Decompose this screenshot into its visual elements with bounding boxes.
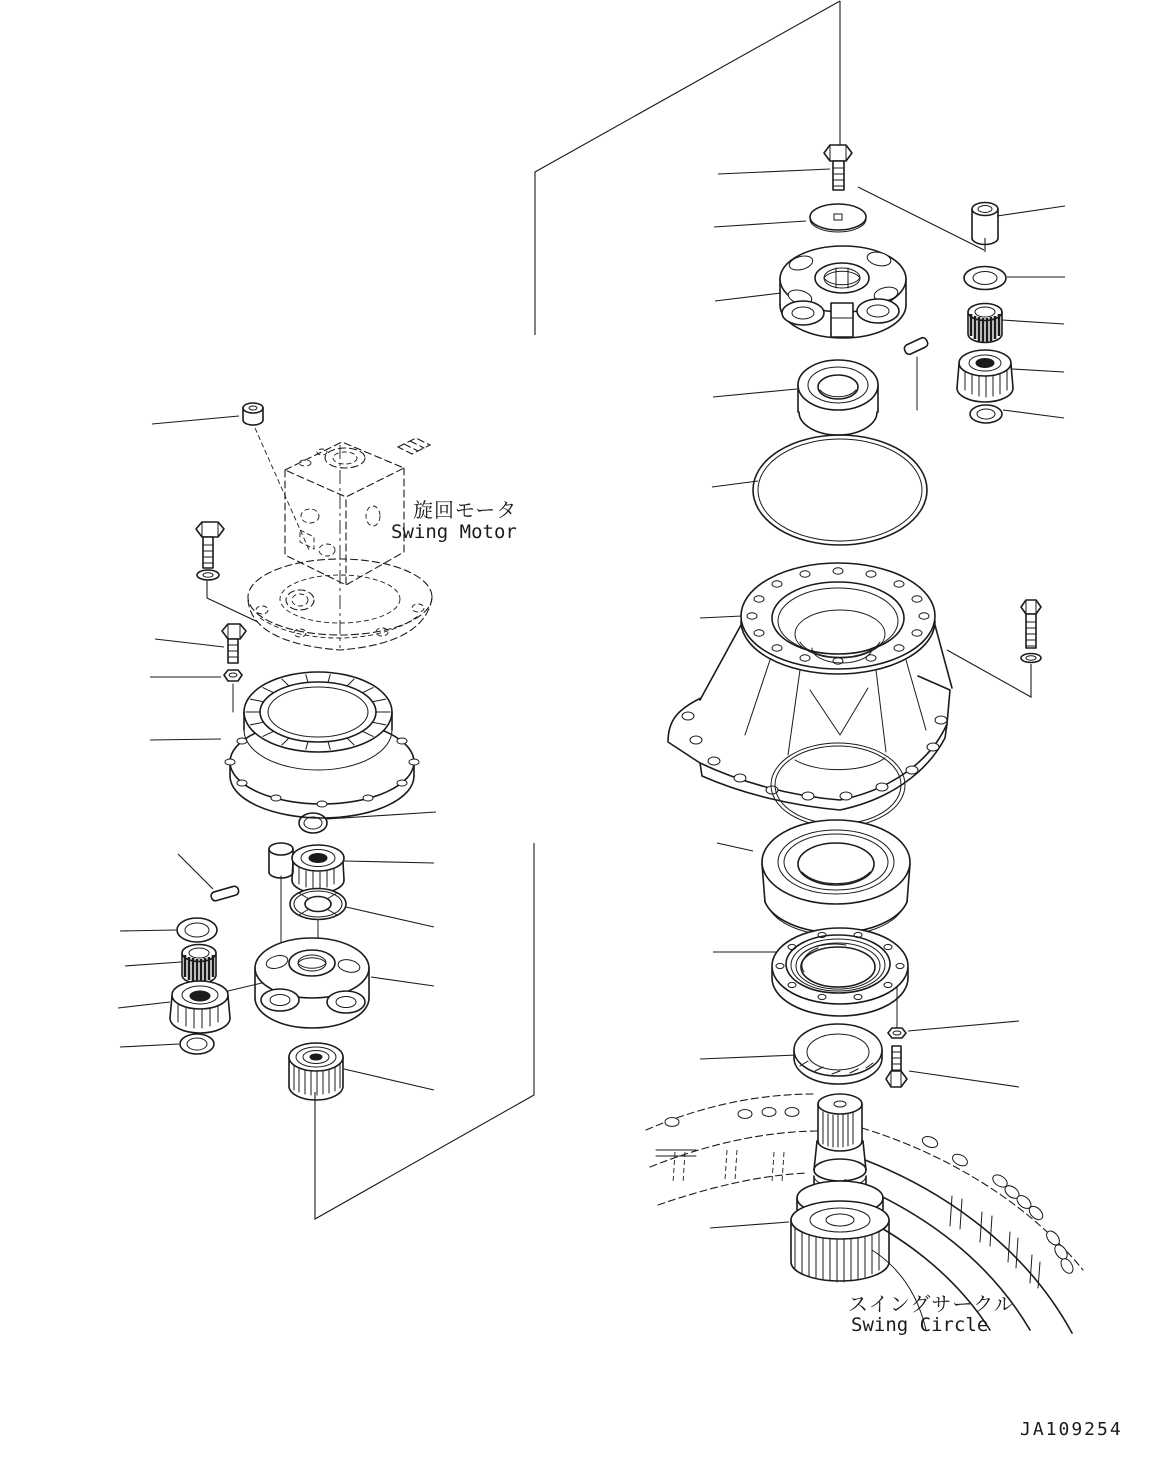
- part-o-ring-left: [299, 813, 327, 833]
- part-bearing-cone-left-upper: [292, 845, 344, 893]
- part-pinion-shaft: [791, 1094, 889, 1282]
- swing-motor-label-en: Swing Motor: [391, 521, 517, 543]
- part-swing-machinery-case: [668, 563, 952, 810]
- part-planetary-carrier-right: [780, 246, 906, 338]
- part-hex-bolt-left-mid: [222, 624, 246, 663]
- part-plug-cap: [810, 204, 866, 232]
- swing-motor-label-ja: 旋回モータ: [413, 498, 518, 522]
- part-gear-bolt: [886, 1046, 907, 1087]
- part-needle-bearing-right: [968, 304, 1002, 343]
- part-spring-washer-left: [197, 570, 219, 580]
- part-ball-bearing-right: [798, 360, 878, 435]
- part-ring-gear-left: [225, 672, 419, 818]
- part-thrust-washer-left: [290, 889, 346, 920]
- part-plug-left: [243, 403, 263, 425]
- part-washer-right-1: [964, 267, 1006, 290]
- part-collar-sleeve-left: [269, 843, 293, 878]
- part-hex-bolt-left-upper: [196, 522, 224, 568]
- swing-circle-label-en: Swing Circle: [851, 1314, 989, 1336]
- part-o-ring-large: [753, 435, 927, 545]
- part-washer-right-2: [970, 405, 1002, 423]
- part-needle-bearing-left: [182, 945, 216, 984]
- drawing-number: JA109254: [1020, 1419, 1123, 1440]
- swing-circle-bolt-holes: [921, 1134, 1076, 1275]
- part-hex-bolt-top: [824, 145, 852, 190]
- part-case-bolt-washer: [1021, 654, 1041, 663]
- part-washer-left-2: [180, 1034, 214, 1054]
- part-seal-ring-lower: [794, 1024, 882, 1084]
- part-sun-gear-left: [289, 1043, 343, 1100]
- part-nut-washer-left: [224, 670, 242, 681]
- part-washer-left-1: [177, 918, 217, 942]
- part-case-bolt: [1021, 600, 1041, 648]
- part-dowel-pin-right: [903, 336, 929, 355]
- part-ring-gear-right: [772, 928, 908, 1016]
- part-lock-washer: [888, 1028, 906, 1038]
- part-main-bearing: [762, 820, 910, 935]
- part-bearing-cone-right: [957, 350, 1013, 402]
- part-dowel-pin-left: [210, 885, 239, 901]
- swing-circle-label-ja: スイングサークル: [848, 1292, 1015, 1316]
- part-bearing-cone-left-lower: [170, 981, 230, 1033]
- part-planetary-carrier-left: [255, 938, 369, 1028]
- case-base-bolt-holes: [682, 712, 947, 800]
